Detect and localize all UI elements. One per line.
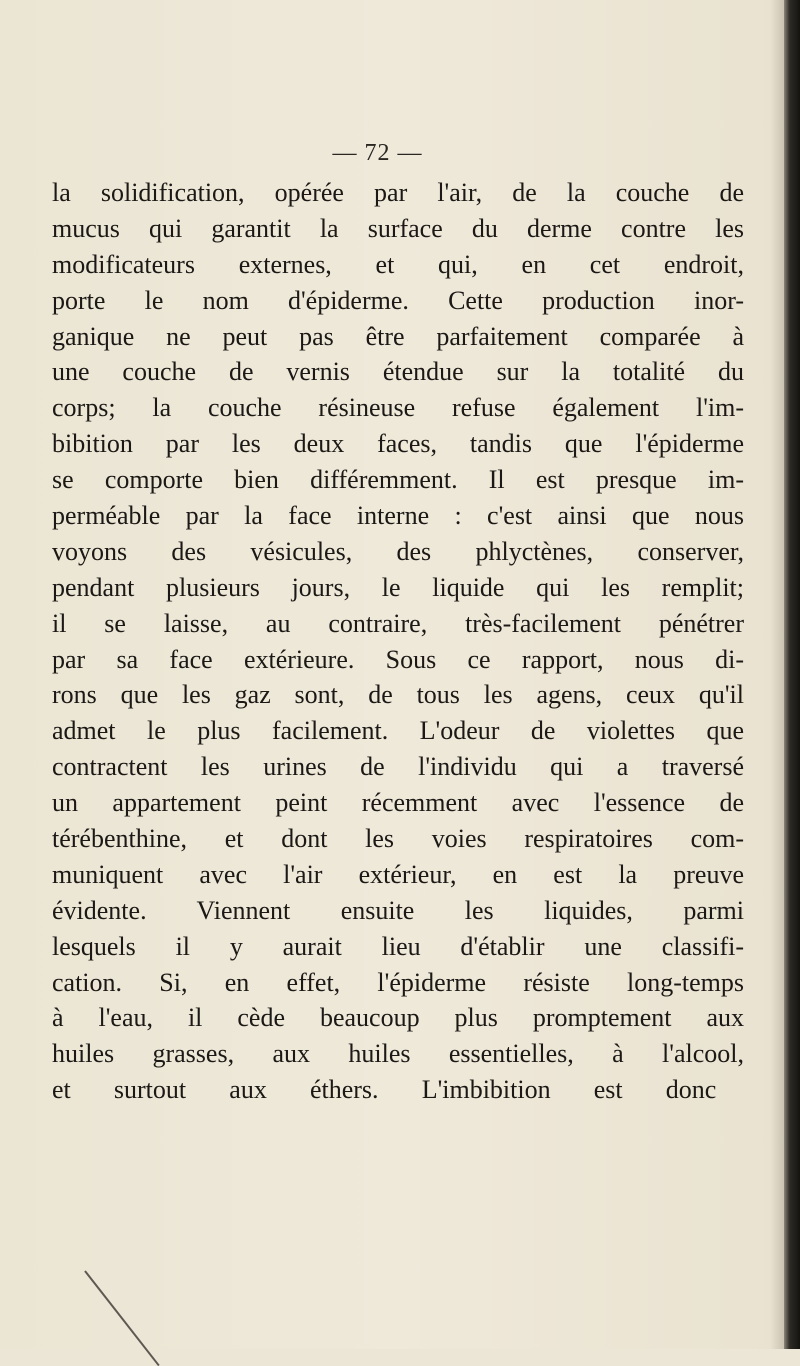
text-line: mucus qui garantit la surface du derme contre les [52,213,744,243]
text-line: se comporte bien différemment. Il est presque im- [52,465,744,495]
text-line: évidente. Viennent ensuite les liquides, parmi [52,895,744,925]
text-line: à l'eau, il cède beaucoup plus promptement aux [52,1003,744,1033]
text-line: modificateurs externes, et qui, en cet endroit, [52,249,744,279]
text-line: il se laisse, au contraire, très-facilement pénétrer [52,608,744,638]
text-line: lesquels il y aurait lieu d'établir une classifi- [52,931,744,961]
text-line: admet le plus facilement. L'odeur de violettes que [52,716,744,746]
text-line: ganique ne peut pas être parfaitement comparée à [52,321,744,351]
text-line: et surtout aux éthers. L'imbibition est donc [52,1075,717,1105]
text-line: perméable par la face interne : c'est ainsi que nous [52,501,744,531]
text-line: la solidification, opérée par l'air, de la couche de [52,178,744,207]
text-line: rons que les gaz sont, de tous les agens, ceux qu'il [52,680,744,710]
text-line: pendant plusieurs jours, le liquide qui les remplit; [52,572,744,602]
text-line: muniquent avec l'air extérieur, en est la preuve [52,859,744,889]
text-line: voyons des vésicules, des phlyctènes, conserver, [52,536,744,566]
text-line: huiles grasses, aux huiles essentielles, à l'alcool, [52,1039,744,1069]
text-line: corps; la couche résineuse refuse également l'im- [52,393,744,423]
text-line: contractent les urines de l'individu qui a traversé [52,752,744,782]
text-line: cation. Si, en effet, l'épiderme résiste long-temps [52,967,744,997]
text-line: térébenthine, et dont les voies respiratoires com- [52,824,744,854]
text-line: une couche de vernis étendue sur la totalité du [52,357,744,387]
binding-shadow [770,0,784,1349]
text-line: porte le nom d'épiderme. Cette production inor- [52,285,744,315]
body-text [52,175,744,1108]
text-line: par sa face extérieure. Sous ce rapport, nous di- [52,644,744,674]
text-line: un appartement peint récemment avec l'essence de [52,788,744,818]
page-number: — 72 — [332,140,423,166]
page-edge [784,0,800,1349]
stray-pen-mark [84,1270,159,1366]
text-line: bibition par les deux faces, tandis que l'épiderme [52,429,744,459]
